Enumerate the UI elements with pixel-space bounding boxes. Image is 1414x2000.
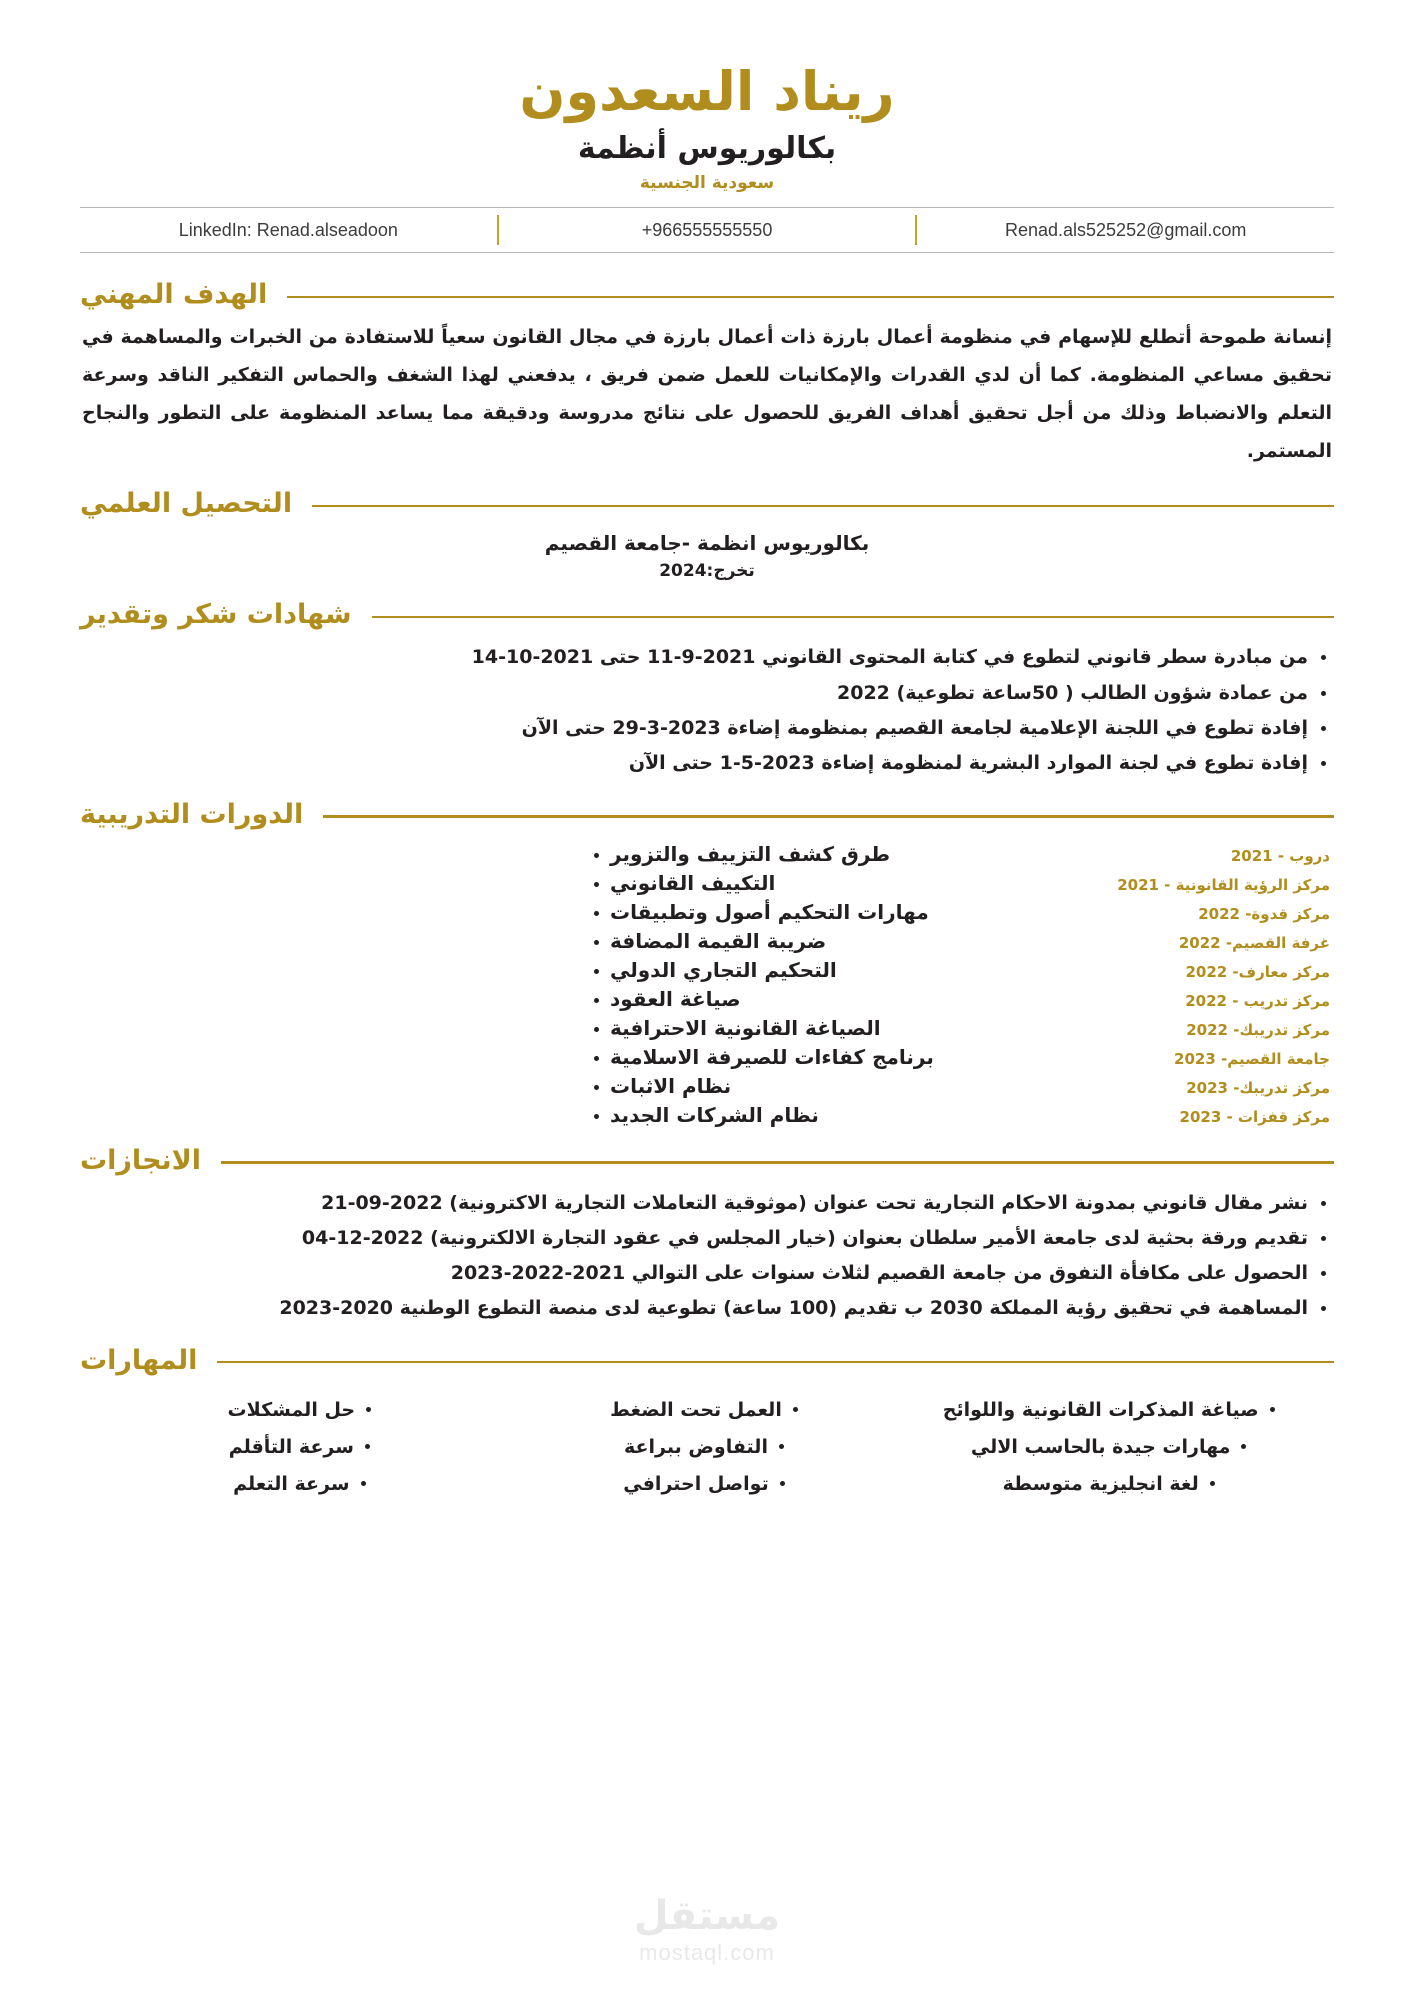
section-rule [312,505,1334,508]
course-name: طرق كشف التزييف والتزوير [588,842,1030,866]
achievement-text: نشر مقال قانوني بمدونة الاحكام التجارية تحت عنوان (موثوقية التعاملات التجارية الاكترونية) 2022-09-21 [321,1191,1308,1214]
table-row [80,871,1334,895]
skill-item: مهارات جيدة بالحاسب الالي [971,1429,1253,1466]
contact-divider-1 [497,215,499,245]
section-courses [80,799,1334,1127]
section-rule [221,1161,1334,1164]
certificate-text: من مبادرة سطر قانوني لتطوع في كتابة المحتوى القانوني 2021-9-11 حتى 2021-10-14 [471,646,1308,669]
course-provider: مركز قدوة- 2022 [1198,904,1330,923]
section-objective-header [80,279,1334,310]
section-certificates [80,599,1334,781]
skills-column-1 [909,1392,1314,1503]
section-courses-title: الدورات التدريبية [80,798,304,830]
list-item [80,676,1334,711]
achievements-list [80,1186,1334,1327]
page-title: ريناد السعدون [519,60,895,123]
course-provider: غرفة القصيم- 2022 [1178,933,1330,952]
table-row [80,1016,1334,1040]
course-name: صياغة العقود [588,987,1030,1011]
section-education [80,488,1334,581]
achievement-text: الحصول على مكافأة التفوق من جامعة القصيم لثلاث سنوات على التوالي 2021-2022-2023 [450,1262,1308,1285]
section-courses-header [80,799,1334,830]
course-provider: دروب - 2021 [1230,846,1330,865]
skill-item: التفاوض ببراعة [624,1429,790,1466]
section-rule [287,296,1334,299]
course-provider: جامعة القصيم- 2023 [1174,1049,1330,1068]
section-objective-title: الهدف المهني [80,279,268,311]
section-skills [80,1345,1334,1503]
skill-item: سرعة التأقلم [229,1429,376,1466]
contact-linkedin[interactable]: LinkedIn: Renad.alseadoon [178,219,398,240]
watermark-logo: مستقل [633,1893,781,1939]
contact-bar [80,207,1334,253]
cv-body [80,253,1334,1502]
watermark-url: mostaql.com [639,1940,775,1965]
skills-column-2 [505,1392,910,1503]
certificate-text: من عمادة شؤون الطالب ( 50ساعة تطوعية) 2022 [837,681,1308,704]
section-skills-title: المهارات [80,1344,198,1376]
skill-item: سرعة التعلم [233,1466,371,1503]
section-achievements [80,1145,1334,1327]
section-education-header [80,488,1334,519]
table-row [80,958,1334,982]
courses-list [80,842,1334,1127]
course-provider: مركز تدريبك- 2022 [1186,1020,1330,1039]
skill-item: لغة انجليزية متوسطة [1003,1466,1221,1503]
course-name: التكييف القانوني [588,871,1030,895]
section-education-title: التحصيل العلمي [80,488,293,520]
table-row [80,900,1334,924]
list-item [80,1291,1334,1326]
list-item [80,640,1334,675]
section-rule [323,815,1334,818]
course-name: نظام الشركات الجديد [588,1103,1030,1127]
section-achievements-header [80,1145,1334,1176]
course-name: الصياغة القانونية الاحترافية [588,1016,1030,1040]
section-achievements-title: الانجازات [80,1144,202,1176]
education-graduation-year: تخرج:2024 [659,561,755,582]
list-item [80,1186,1334,1221]
course-name: نظام الاثبات [588,1074,1030,1098]
skill-item: صياغة المذكرات القانونية واللوائح [943,1392,1281,1429]
contact-email[interactable]: Renad.als525252@gmail.com [1004,219,1247,240]
section-rule [372,616,1335,619]
table-row [80,929,1334,953]
course-provider: مركز معارف- 2022 [1185,962,1330,981]
list-item [80,1221,1334,1256]
section-objective [80,279,1334,470]
table-row [80,987,1334,1011]
list-item [80,1256,1334,1291]
skill-item: العمل تحت الضغط [610,1392,804,1429]
course-name: ضريبة القيمة المضافة [588,929,1030,953]
certificate-text: إفادة تطوع في لجنة الموارد البشرية لمنظومة إضاءة 2023-5-1 حتى الآن [628,751,1308,774]
cv-header [0,0,1414,253]
objective-paragraph: إنسانة طموحة أتطلع للإسهام في منظومة أعمال بارزة ذات أعمال بارزة في مجال القانون سعياً للاستفادة من الخبرات والمساهمة في تحقيق مساعي المنظومة. كما أن لدي القدرات والإمكانيات للعمل ضمن فريق ، يدفعني لهذا الشغف والحماس التفكير الناقد وسرعة التعلم والانضباط وذلك من أجل تحقيق أهداف الفريق للحصول على نتائج مدروسة ودقيقة مما يساعد المنظومة على التطور والنجاح المستمر. [82,326,1332,463]
achievement-text: المساهمة في تحقيق رؤية المملكة 2030 ب تقديم (100 ساعة) تطوعية لدى منصة التطوع الوطنية 2020-2023 [279,1297,1308,1320]
table-row [80,842,1334,866]
course-provider: مركز تدريب - 2022 [1185,991,1330,1010]
skill-item: حل المشكلات [228,1392,378,1429]
watermark [0,1893,1414,1966]
education-degree: بكالوريوس انظمة -جامعة القصيم [544,531,870,556]
section-rule [217,1361,1334,1364]
header-degree-title: بكالوريوس أنظمة [577,131,837,167]
achievement-text: تقديم ورقة بحثية لدى جامعة الأمير سلطان بعنوان (خيار المجلس في عقود التجارة الالكترونية) 2022-12-04 [301,1227,1308,1250]
certificate-text: إفادة تطوع في اللجنة الإعلامية لجامعة القصيم بمنظومة إضاءة 2023-3-29 حتى الآن [521,716,1308,739]
course-name: برنامج كفاءات للصيرفة الاسلامية [588,1045,1030,1069]
course-provider: مركز الرؤية القانونية - 2021 [1117,875,1330,894]
course-name: مهارات التحكيم أصول وتطبيقات [588,900,1030,924]
skills-grid [80,1392,1334,1503]
table-row [80,1045,1334,1069]
table-row [80,1074,1334,1098]
contact-divider-2 [915,215,917,245]
course-provider: مركز قفزات - 2023 [1179,1107,1330,1126]
section-certificates-header [80,599,1334,630]
skills-column-3 [100,1392,505,1503]
list-item [80,746,1334,781]
header-nationality: سعودية الجنسية [639,173,775,194]
course-provider: مركز تدريبك- 2023 [1186,1078,1330,1097]
section-certificates-title: شهادات شكر وتقدير [80,599,352,631]
skill-item: تواصل احترافي [623,1466,790,1503]
list-item [80,711,1334,746]
section-skills-header [80,1345,1334,1376]
table-row [80,1103,1334,1127]
course-name: التحكيم التجاري الدولي [588,958,1030,982]
certificates-list [80,640,1334,781]
contact-phone[interactable]: +966555555550 [641,219,773,240]
